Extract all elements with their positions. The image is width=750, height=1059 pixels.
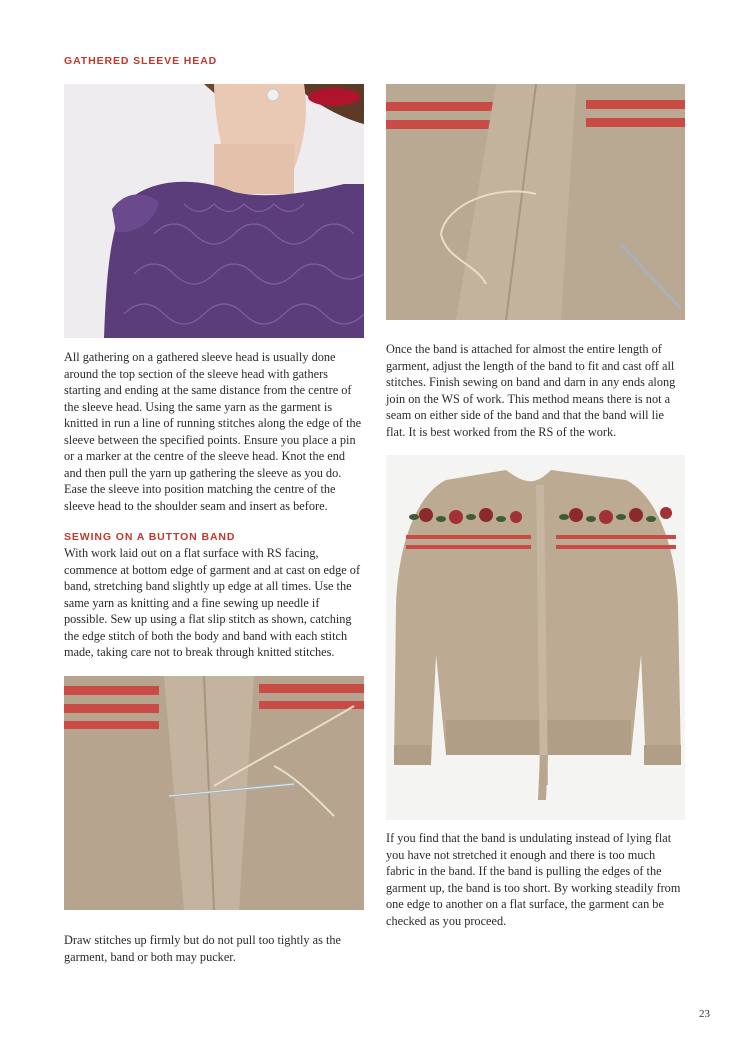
body-text-band-undulating: If you find that the band is undulating instead of lying flat you have not stretched it enough and there is too much fabric in the band. If the band is pulling the edges of the garment up, the band is too short. By working steadily from one edge to another on a flat surface, the garment can be checked as you proceed. [386,831,681,928]
body-text-band-attached: Once the band is attached for almost the entire length of garment, adjust the length of the band to fit and cast off all stitches. Finish sewing on band and darn in any ends along join on the WS of work. This method means there is not a seam on either side of the band and that the band will lie flat. It is best worked from the RS of the work. [386,342,676,439]
body-text-sewing-button-band: With work laid out on a flat surface with RS facing, commence at bottom edge of garment and at cast on edge of band, stretching band slightly up edge at all times. Use the same yarn as knitting and a fine sewing up needle if possible. Sew up using a flat slip stitch as shown, catching the edge stitch of both the body and band with each stitch made, taking care not to break through knitted stitches. [64,546,361,659]
photo-full-cardigan-rose-yoke [386,455,685,820]
photo-purple-lace-sleeve-head [64,84,364,338]
body-text-gathered-sleeve-head: All gathering on a gathered sleeve head is usually done around the top section of the sleeve head with gathers starting and ending at the same distance from the centre of the sleeve head. Using the same yarn as the garment is knitted in run a line of running stitches along the edge of the sleeve between the specified points. Ensure you place a pin or a marker at the centre of the sleeve head. Knot the end and then pull the yarn up gathering the sleeve as you do. Ease the sleeve into position matching the centre of the sleeve head to the shoulder seam and insert as before. [64,350,362,513]
caption-draw-stitches: Draw stitches up firmly but do not pull too tightly as the garment, band or both may pucker. [64,933,341,964]
section-heading-sewing-button-band: SEWING ON A BUTTON BAND [64,531,236,543]
photo-band-attached-close-up [386,84,685,320]
page-number: 23 [699,1008,710,1020]
section-heading-gathered-sleeve-head: GATHERED SLEEVE HEAD [64,55,218,67]
photo-sewing-band-with-needle [64,676,364,910]
